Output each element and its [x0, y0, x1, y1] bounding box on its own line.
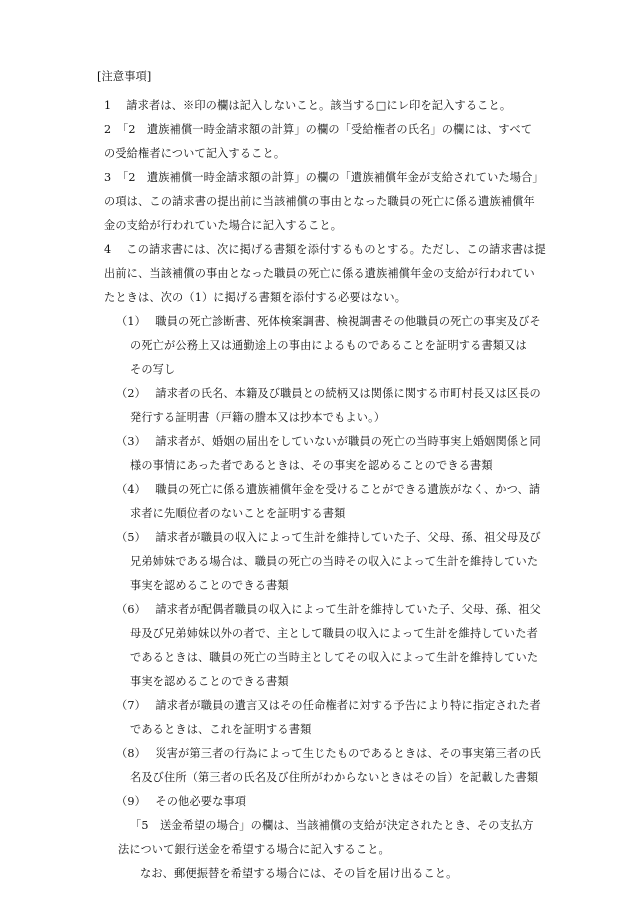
- note-line: 法について銀行送金を希望する場合に記入すること。: [118, 843, 390, 856]
- note-line: （1） 職員の死亡診断書、死体検案調書、検視調書その他職員の死亡の事実及びそ: [116, 315, 541, 328]
- note-line: 名及び住所（第三者の氏名及び住所がわからないときはその旨）を記載した書類: [130, 771, 539, 784]
- note-line: なお、郵便振替を希望する場合には、その旨を届け出ること。: [140, 867, 458, 880]
- note-line: の死亡が公務上又は通勤途上の事由によるものであることを証明する書類又は: [130, 339, 527, 352]
- note-line: （3） 請求者が、婚姻の届出をしていないが職員の死亡の当時事実上婚姻関係と同: [116, 435, 541, 448]
- notes-heading: [注意事項]: [97, 70, 152, 83]
- note-line: 「5 送金希望の場合」の欄は、当該補償の支給が決定されたとき、その支払方: [130, 819, 534, 832]
- note-line: 発行する証明書（戸籍の謄本又は抄本でもよい。）: [130, 411, 386, 424]
- note-line: 様の事情にあった者であるときは、その事実を認めることのできる書類: [130, 459, 493, 472]
- note-line: 兄弟姉妹である場合は、職員の死亡の当時その収入によって生計を維持していた: [130, 555, 539, 568]
- note-line: 金の支給が行われていた場合に記入すること。: [104, 219, 343, 232]
- note-line: であるときは、これを証明する書類: [130, 723, 312, 736]
- note-line: （9） その他必要な事項: [116, 795, 247, 808]
- note-line: （5） 請求者が職員の収入によって生計を維持していた子、父母、孫、祖父母及び: [116, 531, 541, 544]
- note-line: の受給権者について記入すること。: [104, 147, 286, 160]
- note-line: （2） 請求者の氏名、本籍及び職員との続柄又は関係に関する市町村長又は区長の: [116, 387, 541, 400]
- note-line: 事実を認めることのできる書類: [130, 675, 289, 688]
- note-line: 求者に先順位者のないことを証明する書類: [130, 507, 346, 520]
- note-line: たときは、次の（1）に掲げる書類を添付する必要はない。: [104, 291, 407, 304]
- note-line: （8） 災害が第三者の行為によって生じたものであるときは、その事実第三者の氏: [116, 747, 541, 760]
- note-line: 2 「2 遺族補償一時金請求額の計算」の欄の「受給権者の氏名」の欄には、すべて: [104, 123, 533, 136]
- note-line: であるときは、職員の死亡の当時主としてその収入によって生計を維持していた: [130, 651, 539, 664]
- note-line: （7） 請求者が職員の遺言又はその任命権者に対する予告により特に指定された者: [116, 699, 541, 712]
- note-line: 3 「2 遺族補償一時金請求額の計算」の欄の「遺族補償年金が支給されていた場合」: [104, 171, 544, 184]
- note-line: （4） 職員の死亡に係る遺族補償年金を受けることができる遺族がなく、かつ、請: [116, 483, 541, 496]
- note-line: 1 請求者は、※印の欄は記入しないこと。該当する□にレ印を記入すること。: [104, 99, 512, 112]
- note-line: 4 この請求書には、次に掲げる書類を添付するものとする。ただし、この請求書は提: [104, 243, 546, 256]
- note-line: の項は、この請求書の提出前に当該補償の事由となった職員の死亡に係る遺族補償年: [104, 195, 535, 208]
- note-line: 出前に、当該補償の事由となった職員の死亡に係る遺族補償年金の支給が行われてい: [104, 267, 535, 280]
- note-line: 母及び兄弟姉妹以外の者で、主として職員の収入によって生計を維持していた者: [130, 627, 538, 640]
- note-line: 事実を認めることのできる書類: [130, 579, 289, 592]
- note-line: （6） 請求者が配偶者職員の収入によって生計を維持していた子、父母、孫、祖父: [116, 603, 541, 616]
- note-line: その写し: [130, 363, 176, 376]
